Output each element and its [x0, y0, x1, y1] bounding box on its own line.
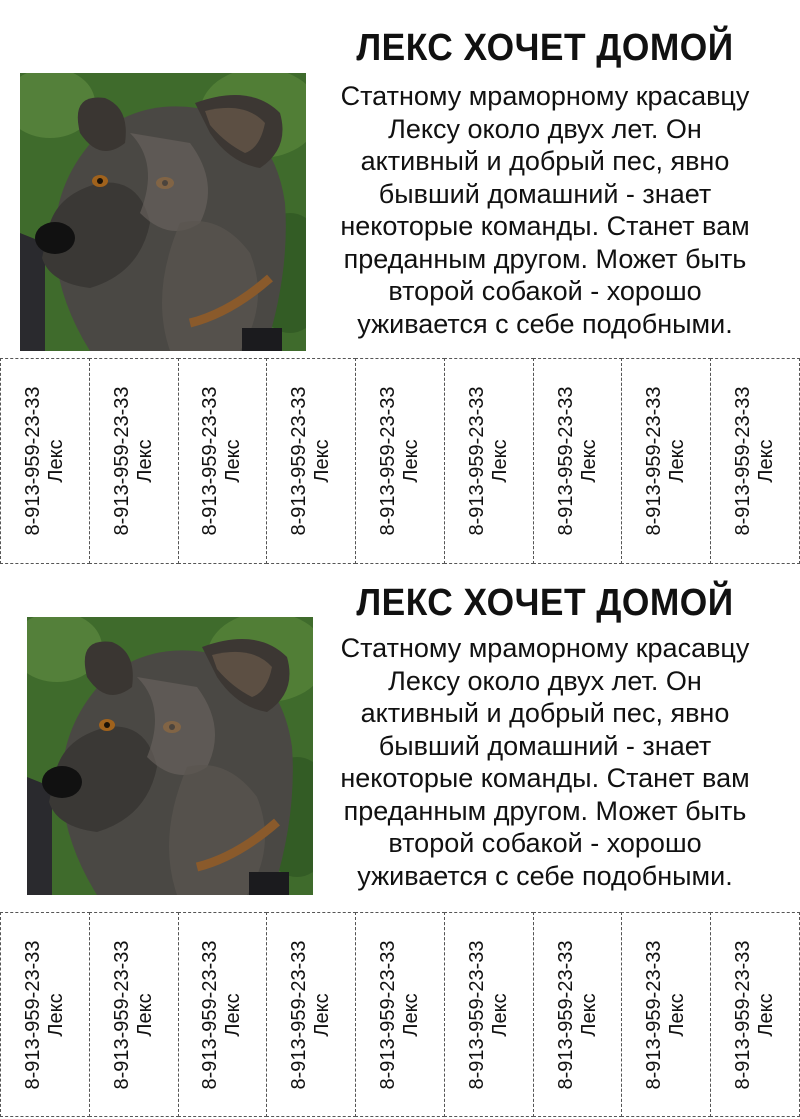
tab-name: Лекс [666, 439, 689, 483]
tab-phone: 8-913-959-23-33 [288, 386, 311, 536]
tab-name: Лекс [133, 439, 156, 483]
tear-off-tab[interactable] [621, 912, 711, 1117]
description-line: активный и добрый пес, явно [360, 146, 730, 176]
tab-phone: 8-913-959-23-33 [643, 386, 666, 536]
tab-name: Лекс [44, 439, 67, 483]
tab-name: Лекс [577, 992, 600, 1037]
tab-phone: 8-913-959-23-33 [21, 940, 44, 1089]
tab-name: Лекс [755, 992, 778, 1037]
tab-phone: 8-913-959-23-33 [377, 386, 400, 536]
tab-phone: 8-913-959-23-33 [554, 386, 577, 536]
description-line: Статному мраморному красавцу [340, 81, 750, 111]
description-line: Статному мраморному красавцу [340, 633, 750, 663]
tear-off-tab[interactable] [89, 912, 179, 1117]
poster-description [310, 632, 780, 892]
poster-title: ЛЕКС ХОЧЕТ ДОМОЙ [356, 582, 734, 624]
tear-off-tab[interactable] [0, 358, 90, 564]
poster-bottom [0, 560, 800, 1119]
tab-phone: 8-913-959-23-33 [465, 940, 488, 1089]
tear-off-tab[interactable] [266, 912, 356, 1117]
tear-off-tabs [0, 358, 800, 564]
tab-name: Лекс [488, 992, 511, 1037]
tab-phone: 8-913-959-23-33 [732, 940, 755, 1089]
tab-phone: 8-913-959-23-33 [377, 940, 400, 1089]
tear-off-tab[interactable] [621, 358, 711, 564]
tab-name: Лекс [222, 992, 245, 1037]
dog-photo [27, 617, 313, 895]
tear-off-tab[interactable] [533, 358, 623, 564]
tab-name: Лекс [222, 439, 245, 483]
poster-description [310, 80, 780, 340]
tab-name: Лекс [311, 992, 334, 1037]
tab-phone: 8-913-959-23-33 [554, 940, 577, 1089]
tear-off-tab[interactable] [533, 912, 623, 1117]
description-line: активный и добрый пес, явно [360, 698, 730, 728]
tab-name: Лекс [311, 439, 334, 483]
tab-name: Лекс [400, 439, 423, 483]
tab-name: Лекс [577, 439, 600, 483]
description-line: Лексу около двух лет. Он [388, 113, 702, 144]
poster-title: ЛЕКС ХОЧЕТ ДОМОЙ [356, 27, 734, 69]
description-line: преданным другом. Может быть [343, 243, 747, 274]
description-line: Лексу около двух лет. Он [388, 665, 702, 696]
tab-phone: 8-913-959-23-33 [465, 386, 488, 536]
tab-phone: 8-913-959-23-33 [110, 940, 133, 1089]
description-line: уживается с себе подобными. [357, 860, 733, 891]
description-line: уживается с себе подобными. [357, 308, 733, 339]
tear-off-tab[interactable] [355, 358, 445, 564]
tear-off-tab[interactable] [89, 358, 179, 564]
tab-name: Лекс [666, 992, 689, 1037]
tab-phone: 8-913-959-23-33 [732, 386, 755, 536]
tab-phone: 8-913-959-23-33 [199, 386, 222, 536]
tear-off-tab[interactable] [178, 358, 268, 564]
description-line: некоторые команды. Станет вам [340, 763, 750, 793]
tear-off-tab[interactable] [266, 358, 356, 564]
tab-name: Лекс [44, 992, 67, 1037]
dog-photo [20, 73, 306, 351]
tab-phone: 8-913-959-23-33 [21, 386, 44, 536]
tear-off-tab[interactable] [355, 912, 445, 1117]
description-line: второй собакой - хорошо [388, 828, 702, 858]
description-line: некоторые команды. Станет вам [340, 211, 750, 241]
tab-phone: 8-913-959-23-33 [110, 386, 133, 536]
description-line: бывший домашний - знает [378, 178, 712, 209]
tear-off-tab[interactable] [710, 358, 800, 564]
tab-phone: 8-913-959-23-33 [643, 940, 666, 1089]
tab-name: Лекс [133, 992, 156, 1037]
description-line: второй собакой - хорошо [388, 276, 702, 306]
tear-off-tab[interactable] [710, 912, 800, 1117]
tab-name: Лекс [400, 992, 423, 1037]
tab-name: Лекс [755, 439, 778, 483]
tab-phone: 8-913-959-23-33 [199, 940, 222, 1089]
tab-phone: 8-913-959-23-33 [288, 940, 311, 1089]
description-line: бывший домашний - знает [378, 730, 712, 761]
description-line: преданным другом. Может быть [343, 795, 747, 826]
tear-off-tab[interactable] [178, 912, 268, 1117]
tab-name: Лекс [488, 439, 511, 483]
tear-off-tab[interactable] [0, 912, 90, 1117]
tear-off-tab[interactable] [444, 912, 534, 1117]
tear-off-tabs [0, 912, 800, 1117]
tear-off-tab[interactable] [444, 358, 534, 564]
